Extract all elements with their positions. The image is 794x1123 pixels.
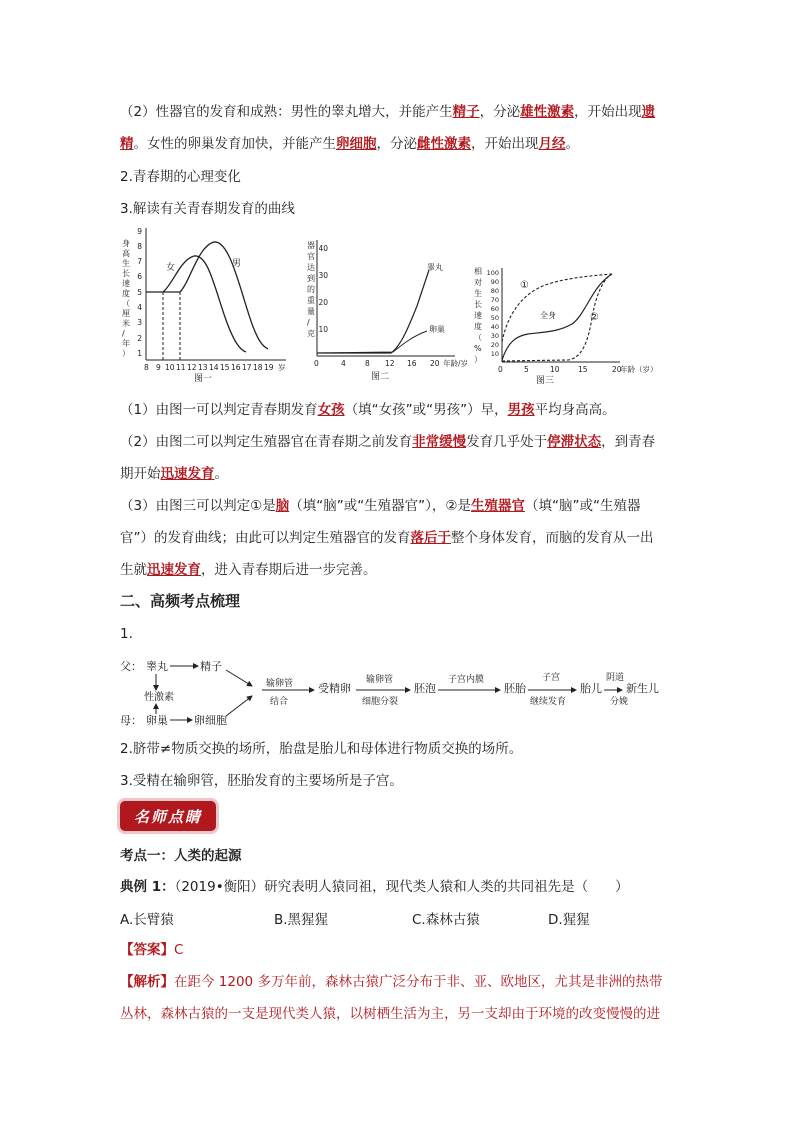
flow-egg: 卵细胞	[194, 714, 227, 727]
flow-mother: 母：	[120, 714, 142, 727]
fig2-xunit: 年龄/岁	[443, 359, 469, 368]
fig1-xtick-19: 19	[264, 363, 274, 372]
flow-ovary: 卵巢	[146, 714, 168, 727]
fig3-label-whole: 全身	[540, 311, 556, 320]
fig1-xunit: 岁	[278, 363, 286, 372]
fig2-ylabel-4: 的	[307, 285, 315, 294]
fig2-ylabel-7: /	[307, 318, 310, 327]
fig1-xtick-16: 16	[231, 363, 241, 372]
fig3-ylabel-0: 相	[474, 267, 482, 276]
flow-vagina: 阴道	[606, 673, 625, 683]
flow-uterus: 子宫	[542, 673, 561, 683]
fig2-ylabel-5: 重	[307, 296, 315, 305]
fig3-ylabel-4: 速	[474, 311, 482, 320]
flow-tube2: 输卵管	[366, 675, 394, 685]
fig1-ytick-8: 8	[137, 242, 142, 251]
fig1-xtick-8: 8	[144, 363, 149, 372]
figure-3-relative-growth	[468, 262, 678, 386]
fig1-ytick-1: 1	[137, 349, 142, 358]
fig2-xtick-16: 16	[407, 359, 417, 368]
fig3-ytick-20: 20	[490, 341, 499, 349]
fig3-xtick-20: 20	[612, 365, 622, 374]
fig3-caption: 图三	[536, 376, 555, 386]
fig1-ylabel-7: 厘	[122, 309, 130, 318]
analysis-line1: 【解析】在距今 1200 多万年前，森林古猿广泛分布于非、亚、欧地区，尤其是非洲的热带	[120, 974, 663, 990]
flow-combine: 结合	[270, 697, 289, 707]
fig1-boy-curve	[163, 242, 268, 349]
arrow-sperm-combine	[226, 670, 252, 686]
fig3-ytick-30: 30	[490, 332, 499, 340]
section-2-heading: 二、高频考点梳理	[120, 592, 241, 610]
fig3-xunit: 年龄（岁）	[620, 365, 658, 374]
answer-egg-cell: 卵细胞	[336, 136, 377, 152]
fig3-ytick-60: 60	[490, 305, 499, 313]
fig1-ylabel-9: /	[122, 329, 125, 338]
fig2-ylabel-8: 克	[307, 329, 315, 338]
fig1-ylabel-11: ）	[122, 349, 130, 358]
fig1-girl-curve	[146, 256, 246, 352]
fig3-ytick-80: 80	[490, 287, 499, 295]
fig2-xtick-12: 12	[385, 359, 395, 368]
fig2-ylabel-6: 量	[307, 307, 315, 316]
option-b: B.黑猩猩	[274, 912, 329, 928]
fig1-ytick-4: 4	[137, 303, 142, 312]
fig2-xtick-4: 4	[341, 359, 346, 368]
flow-embryo: 胚胎	[504, 682, 526, 695]
question-3-line3: 生就迅速发育，进入青春期后进一步完善。	[120, 562, 377, 578]
fig1-ylabel-4: 速	[122, 279, 130, 288]
flow-hormone: 性激素	[144, 692, 174, 703]
fig1-xtick-15: 15	[220, 363, 230, 372]
flow-sperm: 精子	[200, 660, 222, 673]
flow-delivery: 分娩	[610, 697, 629, 707]
fig3-xtick-15: 15	[578, 365, 588, 374]
fig3-ytick-10: 10	[490, 350, 499, 358]
answer-line: 【答案】C	[120, 942, 184, 958]
fig3-ylabel-3: 长	[474, 300, 482, 309]
q3-answer-rapid: 迅速发育	[147, 562, 201, 578]
fig2-xtick-0: 0	[314, 359, 319, 368]
fig2-ylabel-1: 官	[307, 252, 315, 261]
fig2-ylabel-0: 器	[307, 241, 315, 250]
answer-female-hormone: 雌性激素	[417, 136, 471, 152]
fig1-ylabel-0: 身	[122, 239, 130, 248]
fig3-ylabel-5: 度	[474, 322, 482, 331]
fig3-xtick-10: 10	[550, 365, 560, 374]
example-1: 典例 1：（2019•衡阳）研究表明人猿同祖，现代类人猿和人类的共同祖先是（ ）	[120, 879, 629, 895]
fig3-label-2: ②	[590, 312, 599, 323]
arrow-egg-combine	[226, 696, 252, 716]
answer-menstruation: 月经	[538, 136, 566, 152]
note-umbilical: 2.脐带≠物质交换的场所，胎盘是胎儿和母体进行物质交换的场所。	[120, 741, 523, 757]
kp1-heading: 考点一：人类的起源	[120, 848, 242, 864]
item-1-number: 1.	[120, 626, 133, 642]
flow-testis: 睾丸	[146, 660, 168, 673]
fig3-ylabel-2: 生	[474, 289, 482, 298]
answer-emission-a: 遗	[641, 104, 656, 120]
fig2-testis-label: 睾丸	[427, 263, 443, 272]
fig2-xtick-20: 20	[430, 359, 440, 368]
fig2-xtick-8: 8	[365, 359, 370, 368]
fig2-ylabel-2: 达	[307, 263, 315, 272]
fig1-ylabel-2: 生	[122, 259, 130, 268]
fig2-ytick-40: 40	[318, 244, 328, 253]
fig1-xtick-10: 10	[165, 363, 175, 372]
flow-continue: 继续发育	[530, 697, 567, 707]
fig1-girl-label: 女	[166, 263, 176, 273]
fig3-label-1: ①	[520, 280, 529, 291]
fig1-caption: 图一	[194, 374, 213, 384]
fig2-caption: 图二	[371, 372, 390, 382]
fig1-xtick-13: 13	[198, 363, 208, 372]
fig1-xtick-12: 12	[187, 363, 197, 372]
figure-2-organ-weight	[305, 236, 470, 386]
fig3-curve-1-brain	[502, 274, 612, 342]
fig1-ytick-9: 9	[137, 227, 142, 236]
flow-blast: 胚泡	[414, 682, 436, 695]
flow-implant: 子宫内膜	[448, 675, 485, 685]
fig3-ylabel-1: 对	[474, 278, 482, 287]
flow-zygote: 受精卵	[318, 682, 351, 695]
q2-answer-rapid: 迅速发育	[160, 466, 215, 482]
fig1-ytick-7: 7	[137, 257, 142, 266]
fig1-ylabel-6: （	[122, 299, 130, 308]
flow-newborn: 新生儿	[626, 682, 659, 695]
fig1-xtick-11: 11	[176, 363, 186, 372]
q3-answer-lags: 落后于	[410, 530, 451, 546]
fig2-ovary-curve	[317, 331, 427, 353]
para-sex-organs-line2: 精。女性的卵巢发育加快，并能产生卵细胞，分泌雌性激素，开始出现月经。	[120, 136, 579, 152]
fig3-xtick-5: 5	[524, 365, 529, 374]
fig1-ytick-5: 5	[137, 288, 142, 297]
q2-answer-stalled: 停滞状态	[547, 434, 602, 450]
para-sex-organs-line1: （2）性器官的发育和成熟：男性的睾丸增大，并能产生精子，分泌雄性激素，开始出现遗	[120, 104, 656, 120]
question-2-line2: 期开始迅速发育。	[120, 466, 228, 482]
reproduction-flow-diagram	[118, 652, 678, 736]
q1-answer-girl: 女孩	[317, 402, 345, 418]
answer-emission-b: 精	[120, 136, 134, 152]
fig3-ytick-40: 40	[490, 323, 499, 331]
fig1-ylabel-3: 长	[122, 269, 130, 278]
fig1-ytick-6: 6	[137, 272, 142, 281]
fig1-xtick-18: 18	[253, 363, 263, 372]
option-d: D.猩猩	[548, 912, 590, 928]
heading-curves: 3.解读有关青春期发育的曲线	[120, 201, 295, 217]
option-a: A.长臂猿	[120, 912, 174, 928]
fig2-ytick-20: 20	[318, 298, 328, 307]
flow-division: 细胞分裂	[362, 697, 399, 707]
fig3-ytick-100: 100	[486, 269, 499, 277]
flow-tube1: 输卵管	[266, 679, 294, 689]
fig3-ylabel-7: %	[474, 344, 482, 353]
fig1-ytick-3: 3	[137, 318, 142, 327]
figure-1-height-growth	[118, 224, 298, 384]
fig3-ytick-90: 90	[490, 278, 499, 286]
q3-answer-brain: 脑	[275, 498, 290, 514]
question-3-line2: 官”）的发育曲线；由此可以判定生殖器官的发育落后于整个身体发育，而脑的发育从一出	[120, 530, 654, 546]
flow-father: 父：	[120, 660, 142, 673]
fig2-ytick-10: 10	[318, 325, 328, 334]
question-1: （1）由图一可以判定青春期发育女孩（填“女孩”或“男孩”）早，男孩平均身高高。	[120, 402, 616, 418]
answer-male-hormone: 雄性激素	[520, 104, 575, 120]
heading-psychology: 2.青春期的心理变化	[120, 169, 241, 185]
fig1-ytick-2: 2	[137, 334, 142, 343]
fig1-ylabel-10: 年	[122, 339, 130, 348]
question-2-line1: （2）由图二可以判定生殖器官在青春期之前发育非常缓慢发育几乎处于停滞状态，到青春	[120, 434, 656, 450]
fig3-ylabel-8: ）	[474, 355, 482, 364]
fig1-xtick-14: 14	[209, 363, 219, 372]
flow-fetus: 胎儿	[580, 682, 602, 695]
fig1-ylabel-1: 高	[122, 249, 130, 258]
note-fertilization: 3.受精在输卵管，胚胎发育的主要场所是子宫。	[120, 773, 403, 789]
fig1-ylabel-8: 米	[122, 319, 130, 328]
analysis-line2: 丛林，森林古猿的一支是现代类人猿，以树栖生活为主，另一支却由于环境的改变慢慢的进	[120, 1006, 660, 1022]
fig3-xtick-0: 0	[498, 365, 503, 374]
fig1-xtick-17: 17	[242, 363, 252, 372]
badge-famous-teacher: 名师点睛	[120, 801, 216, 831]
q2-answer-slow: 非常缓慢	[412, 434, 467, 450]
question-3-line1: （3）由图三可以判定①是脑（填“脑”或“生殖器官”），②是生殖器官（填“脑”或“生殖器	[120, 498, 641, 514]
fig1-boy-label: 男	[232, 259, 242, 269]
fig3-ytick-70: 70	[490, 296, 499, 304]
q1-answer-boy: 男孩	[507, 402, 535, 418]
fig3-ytick-50: 50	[490, 314, 499, 322]
fig2-ovary-label: 卵巢	[429, 325, 445, 334]
q3-answer-reproductive: 生殖器官	[471, 498, 526, 514]
fig2-ytick-30: 30	[318, 271, 328, 280]
fig1-xtick-9: 9	[156, 363, 161, 372]
fig2-testis-curve	[317, 270, 429, 353]
answer-sperm: 精子	[452, 104, 480, 120]
fig2-ylabel-3: 到	[307, 274, 315, 283]
fig3-ylabel-6: （	[474, 333, 482, 342]
fig1-ylabel-5: 度	[122, 289, 130, 298]
option-c: C.森林古猿	[412, 912, 480, 928]
